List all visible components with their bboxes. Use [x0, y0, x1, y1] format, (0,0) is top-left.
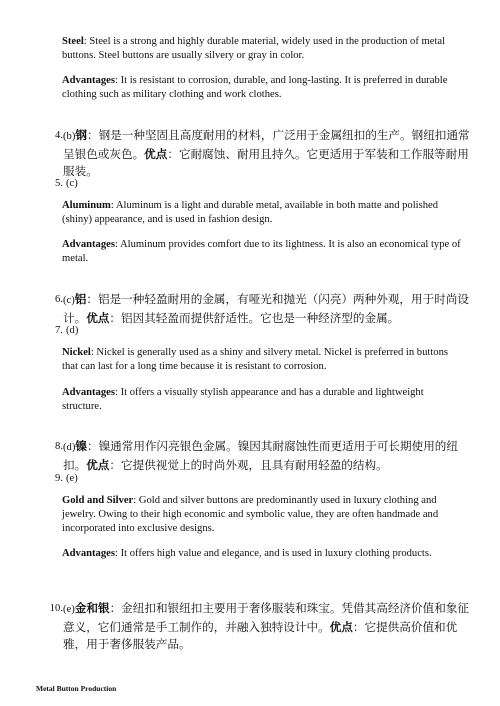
nickel-description: Nickel: Nickel is generally used as a shiny and silvery metal. Nickel is preferred in buttons that can last for a long time because it is resistant to corrosion. — [62, 347, 448, 372]
list-item-9: 9. (e) — [55, 473, 78, 484]
zh-steel-text: (b)钢：钢是一种坚固且高度耐用的材料，广泛用于金属纽扣的生产。钢纽扣通常呈银色或灰色。优点：它耐腐蚀、耐用且持久。它更适用于军装和工作服等耐用服装。 — [63, 128, 470, 178]
gold-silver-advantages: Advantages: It offers high value and elegance, and is used in luxury clothing products. — [62, 548, 432, 559]
aluminum-advantages: Advantages: Aluminum provides comfort due to its lightness. It is also an economical type of metal. — [62, 239, 461, 264]
zh-nickel-text: (d)镍：镍通常用作闪亮银色金属。镍因其耐腐蚀性而更适用于可长期使用的纽扣。优点：它提供视觉上的时尚外观，且具有耐用轻盈的结构。 — [63, 439, 458, 472]
steel-description: Steel: Steel is a strong and highly durable material, widely used in the production of metal buttons. Steel buttons are usually silvery or gray in color. — [62, 36, 446, 61]
advantages-label: Advantages — [62, 548, 115, 559]
zh-aluminum-text: (c)铝：铝是一种轻盈耐用的金属，有哑光和抛光（闪亮）两种外观，用于时尚设计。优点：铝因其轻盈而提供舒适性。它也是一种经济型的金属。 — [63, 292, 469, 325]
steel-advantages: Advantages: It is resistant to corrosion, durable, and long-lasting. It is preferred in durable clothing such as military clothing and work clothes. — [62, 75, 448, 100]
nickel-term: Nickel — [62, 347, 91, 358]
steel-term: Steel — [62, 36, 84, 47]
advantages-label: Advantages — [62, 75, 115, 86]
gold-silver-description: Gold and Silver: Gold and silver buttons are predominantly used in luxury clothing and jewelry. Owing to their high economic and symbolic value, they are often handmade and incorporated into exclusive designs. — [62, 495, 439, 534]
list-item-5: 5. (c) — [55, 178, 78, 189]
aluminum-term: Aluminum — [62, 200, 111, 211]
document-page: Steel: Steel is a strong and highly durable material, widely used in the production of metal buttons. Steel buttons are usually silvery or gray in color. Advantages: It is resistant to corrosion, durable, and long-lasting. It is preferred in durable clothing such as military clothing and work clothes. 4. (b)钢：钢是一种坚固且高度耐用的材料，广泛用于金属纽扣的生产。钢纽扣通常呈银色或灰色。优点：它耐腐蚀、耐用且持久。它更适用于军装和工作服等耐用服装。 5. (c) Aluminum: Aluminum is a light and durable metal, available in both matte and polished (shiny) appearance, and is used in fashion design. Advantages: Aluminum provides comfort due to its lightness. It is also an economical type of metal. 6. (c)铝：铝是一种轻盈耐用的金属，有哑光和抛光（闪亮）两种外观，用于时尚设计。优点：铝因其轻盈而提供舒适性。它也是一种经济型的金属。 7. (d) Nickel: Nickel is generally used as a shiny and silvery metal. Nickel is preferred in buttons that can last for a long time because it is resistant to corrosion. Advantages: It offers a visually stylish appearance and has a durable and lightweight structure. 8. (d)镍：镍通常用作闪亮银色金属。镍因其耐腐蚀性而更适用于可长期使用的纽扣。优点：它提供视觉上的时尚外观，且具有耐用轻盈的结构。 9. (e) Gold and Silver: Gold and silver buttons are predominantly used in luxury clothing and jewelry. Owing to their high economic and symbolic value, they are often handmade and incorporated into exclusive designs. Advantages: It offers high value and elegance, and is used in luxury clothing products. 10. (e)金和银：金纽扣和银纽扣主要用于奢侈服装和珠宝。凭借其高经济价值和象征意义，它们通常是手工制作的，并融入独特设计中。优点：它提供高价值和优雅，用于奢侈服装产品。 Metal Button Production — [0, 0, 500, 706]
gold-silver-term: Gold and Silver — [62, 495, 134, 506]
advantages-label: Advantages — [62, 387, 115, 398]
aluminum-description: Aluminum: Aluminum is a light and durable metal, available in both matte and polished (shiny) appearance, and is used in fashion design. — [62, 200, 439, 225]
advantages-label: Advantages — [62, 239, 115, 250]
page-footer: Metal Button Production — [36, 684, 117, 693]
nickel-advantages: Advantages: It offers a visually stylish appearance and has a durable and lightweight structure. — [62, 387, 424, 412]
zh-gold-silver-text: (e)金和银：金纽扣和银纽扣主要用于奢侈服装和珠宝。凭借其高经济价值和象征意义，它们通常是手工制作的，并融入独特设计中。优点：它提供高价值和优雅，用于奢侈服装产品。 — [63, 601, 469, 651]
list-item-7: 7. (d) — [55, 325, 79, 336]
